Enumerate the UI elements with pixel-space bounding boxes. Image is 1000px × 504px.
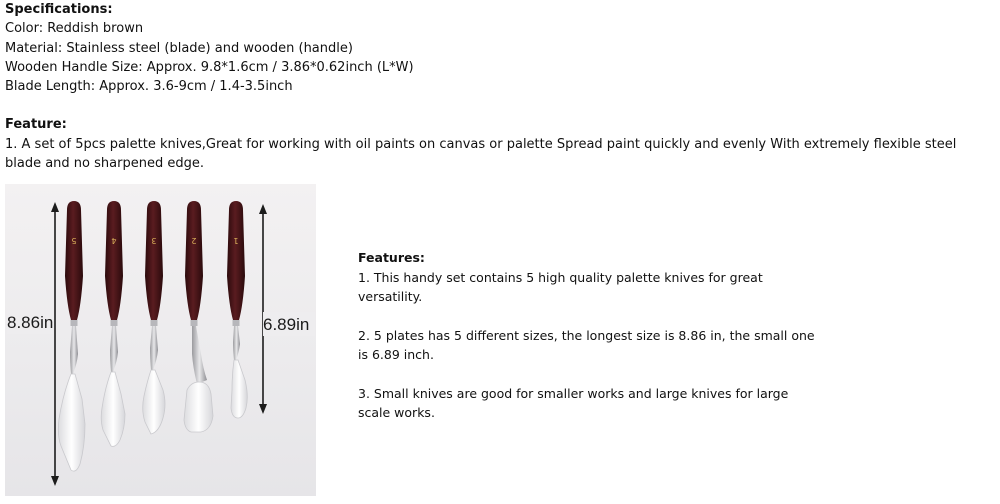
knife-4 <box>101 201 125 446</box>
knife-5-number: 5 <box>71 236 77 245</box>
feature-heading: Feature: <box>5 117 67 133</box>
features-item-2: 2. 5 plates has 5 different sizes, the longest size is 8.86 in, the small one is 6.89 inch. <box>358 327 815 362</box>
left-measure-label: 8.86in <box>7 313 54 332</box>
feature-text: 1. A set of 5pcs palette knives,Great for working with oil paints on canvas or palette Spread paint quickly and evenly With extremely flexible steel blade and no sharpened edge. <box>5 136 957 172</box>
spec-color: Color: Reddish brown <box>5 21 144 37</box>
spec-handle-size: Wooden Handle Size: Approx. 9.8*1.6cm / 3.86*0.62inch (L*W) <box>5 59 414 75</box>
features-item-3: 3. Small knives are good for smaller works and large knives for large scale works. <box>358 385 789 420</box>
knife-1-number: 1 <box>233 236 239 245</box>
knife-3 <box>143 201 165 434</box>
features-panel <box>358 248 818 423</box>
knife-5 <box>58 201 85 471</box>
palette-knives-illustration <box>5 184 316 496</box>
left-measure-arrow <box>51 202 59 486</box>
features-item-1: 1. This handy set contains 5 high quality palette knives for great versatility. <box>358 269 763 304</box>
specifications-heading: Specifications: <box>5 2 113 17</box>
specifications-section <box>5 0 995 173</box>
knife-4-number: 4 <box>111 236 117 245</box>
features-heading: Features: <box>358 250 425 265</box>
knife-3-number: 3 <box>151 236 157 245</box>
right-measure-label: 6.89in <box>263 315 310 334</box>
spec-blade-length: Blade Length: Approx. 3.6-9cm / 1.4-3.5inch <box>5 79 293 95</box>
knife-1 <box>227 201 247 418</box>
knife-2-number: 2 <box>191 236 197 245</box>
right-measure-arrow <box>259 204 267 414</box>
product-image <box>5 184 316 496</box>
spec-material: Material: Stainless steel (blade) and wooden (handle) <box>5 40 353 56</box>
knife-2 <box>184 201 213 432</box>
